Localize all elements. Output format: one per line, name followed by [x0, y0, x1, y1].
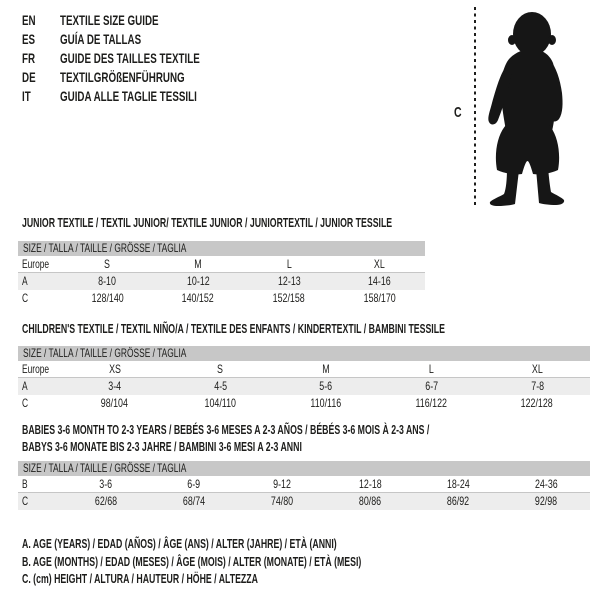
junior-section-title: JUNIOR TEXTILE / TEXTIL JUNIOR/ TEXTILE JUNIOR / JUNIORTEXTIL / JUNIOR TESSILE	[22, 216, 393, 230]
table-cell: L	[429, 362, 435, 376]
language-title: GUIDA ALLE TAGLIE TESSILI	[60, 88, 197, 104]
table-row	[18, 395, 590, 412]
babies-section-title-line1: BABIES 3-6 MONTH TO 2-3 YEARS / BEBÉS 3-6 MESES A 2-3 AÑOS / BÉBÉS 3-6 MOIS À 2-3 ANS /	[22, 423, 430, 437]
language-title: GUIDE DES TAILLES TEXTILE	[60, 50, 200, 66]
table-cell: L	[286, 257, 292, 271]
table-cell: XL	[531, 362, 543, 376]
table-cell: S	[104, 257, 111, 271]
row-label: A	[22, 379, 28, 393]
table-cell: S	[217, 362, 224, 376]
language-list	[22, 11, 260, 106]
children-section-title: CHILDREN'S TEXTILE / TEXTIL NIÑO/A / TEXTILE DES ENFANTS / KINDERTEXTIL / BAMBINI TESSILE	[22, 322, 445, 336]
row-label: Europe	[22, 362, 50, 376]
table-cell: 74/80	[270, 494, 294, 508]
footnote-a: A. AGE (YEARS) / EDAD (AÑOS) / ÂGE (ANS) / ALTER (JAHRE) / ETÀ (ANNI)	[22, 537, 337, 551]
table-row	[18, 361, 590, 378]
table-cell: XL	[374, 257, 386, 271]
size-header-label: SIZE / TALLA / TAILLE / GRÖSSE / TAGLIA	[23, 241, 187, 255]
row-label: C	[22, 494, 29, 508]
table-cell: 3-4	[108, 379, 122, 393]
table-cell: 12-13	[277, 274, 301, 288]
table-cell: 158/170	[363, 291, 396, 305]
height-label: C	[454, 104, 462, 121]
language-title: GUÍA DE TALLAS	[60, 31, 142, 47]
table-row	[18, 493, 590, 510]
row-label: Europe	[22, 257, 50, 271]
table-cell: 8-10	[98, 274, 117, 288]
table-cell: 62/68	[94, 494, 118, 508]
table-cell: 3-6	[99, 477, 113, 491]
babies-size-table	[18, 461, 590, 510]
junior-size-table	[18, 241, 425, 307]
table-cell: 4-5	[213, 379, 227, 393]
table-cell: 98/104	[101, 396, 129, 410]
row-label: C	[22, 291, 29, 305]
size-header-label: SIZE / TALLA / TAILLE / GRÖSSE / TAGLIA	[23, 346, 187, 360]
children-size-table	[18, 346, 590, 412]
table-row	[18, 290, 425, 307]
size-header-row	[18, 346, 590, 361]
table-cell: 5-6	[319, 379, 333, 393]
table-cell: 6-7	[425, 379, 438, 393]
height-measure-dashed-line	[474, 7, 476, 208]
language-title: TEXTILE SIZE GUIDE	[60, 12, 159, 28]
language-row	[22, 11, 260, 30]
table-cell: 6-9	[187, 477, 201, 491]
table-cell: 68/74	[182, 494, 206, 508]
table-cell: 116/122	[415, 396, 448, 410]
footnotes	[22, 536, 507, 589]
language-row	[22, 49, 260, 68]
size-header-row	[18, 461, 590, 476]
footnote-b: B. AGE (MONTHS) / EDAD (MESES) / ÂGE (MOIS) / ALTER (MONATE) / ETÀ (MESI)	[22, 554, 362, 569]
table-cell: 24-36	[534, 477, 558, 491]
language-row	[22, 87, 260, 106]
language-row	[22, 30, 260, 49]
table-cell: 80/86	[358, 494, 382, 508]
table-cell: 140/152	[182, 291, 215, 305]
table-cell: 104/110	[204, 396, 237, 410]
table-cell: 14-16	[368, 274, 391, 288]
language-row	[22, 68, 260, 87]
baby-silhouette-icon	[480, 7, 575, 208]
table-cell: 10-12	[186, 274, 210, 288]
row-label: B	[22, 477, 28, 491]
table-row	[18, 256, 425, 273]
table-cell: 128/140	[91, 291, 124, 305]
table-cell: 122/128	[521, 396, 554, 410]
table-cell: 18-24	[446, 477, 470, 491]
language-code: ES	[22, 31, 36, 47]
footnote-c: C. (cm) HEIGHT / ALTURA / HAUTEUR / HÖHE / ALTEZZA	[22, 572, 258, 586]
language-title: TEXTILGRÖßENFÜHRUNG	[60, 69, 185, 85]
language-code: FR	[22, 50, 36, 66]
language-code: IT	[22, 88, 31, 104]
row-label: C	[22, 396, 29, 410]
row-label: A	[22, 274, 28, 288]
table-row	[18, 273, 425, 290]
table-cell: 86/92	[446, 494, 470, 508]
table-row	[18, 476, 590, 493]
babies-section-title-line2: BABYS 3-6 MONATE BIS 2-3 JAHRE / BAMBINI 3-6 MESI A 2-3 ANNI	[22, 440, 302, 454]
table-cell: 7-8	[530, 379, 544, 393]
table-row	[18, 378, 590, 395]
table-cell: M	[322, 362, 330, 376]
table-cell: 110/116	[310, 396, 342, 410]
table-cell: XS	[108, 362, 121, 376]
table-cell: 12-18	[358, 477, 382, 491]
size-header-label: SIZE / TALLA / TAILLE / GRÖSSE / TAGLIA	[23, 461, 187, 475]
size-header-row	[18, 241, 425, 256]
table-cell: M	[194, 257, 202, 271]
table-cell: 92/98	[534, 494, 558, 508]
language-code: DE	[22, 69, 36, 85]
table-cell: 152/158	[272, 291, 305, 305]
language-code: EN	[22, 12, 36, 28]
table-cell: 9-12	[273, 477, 291, 491]
